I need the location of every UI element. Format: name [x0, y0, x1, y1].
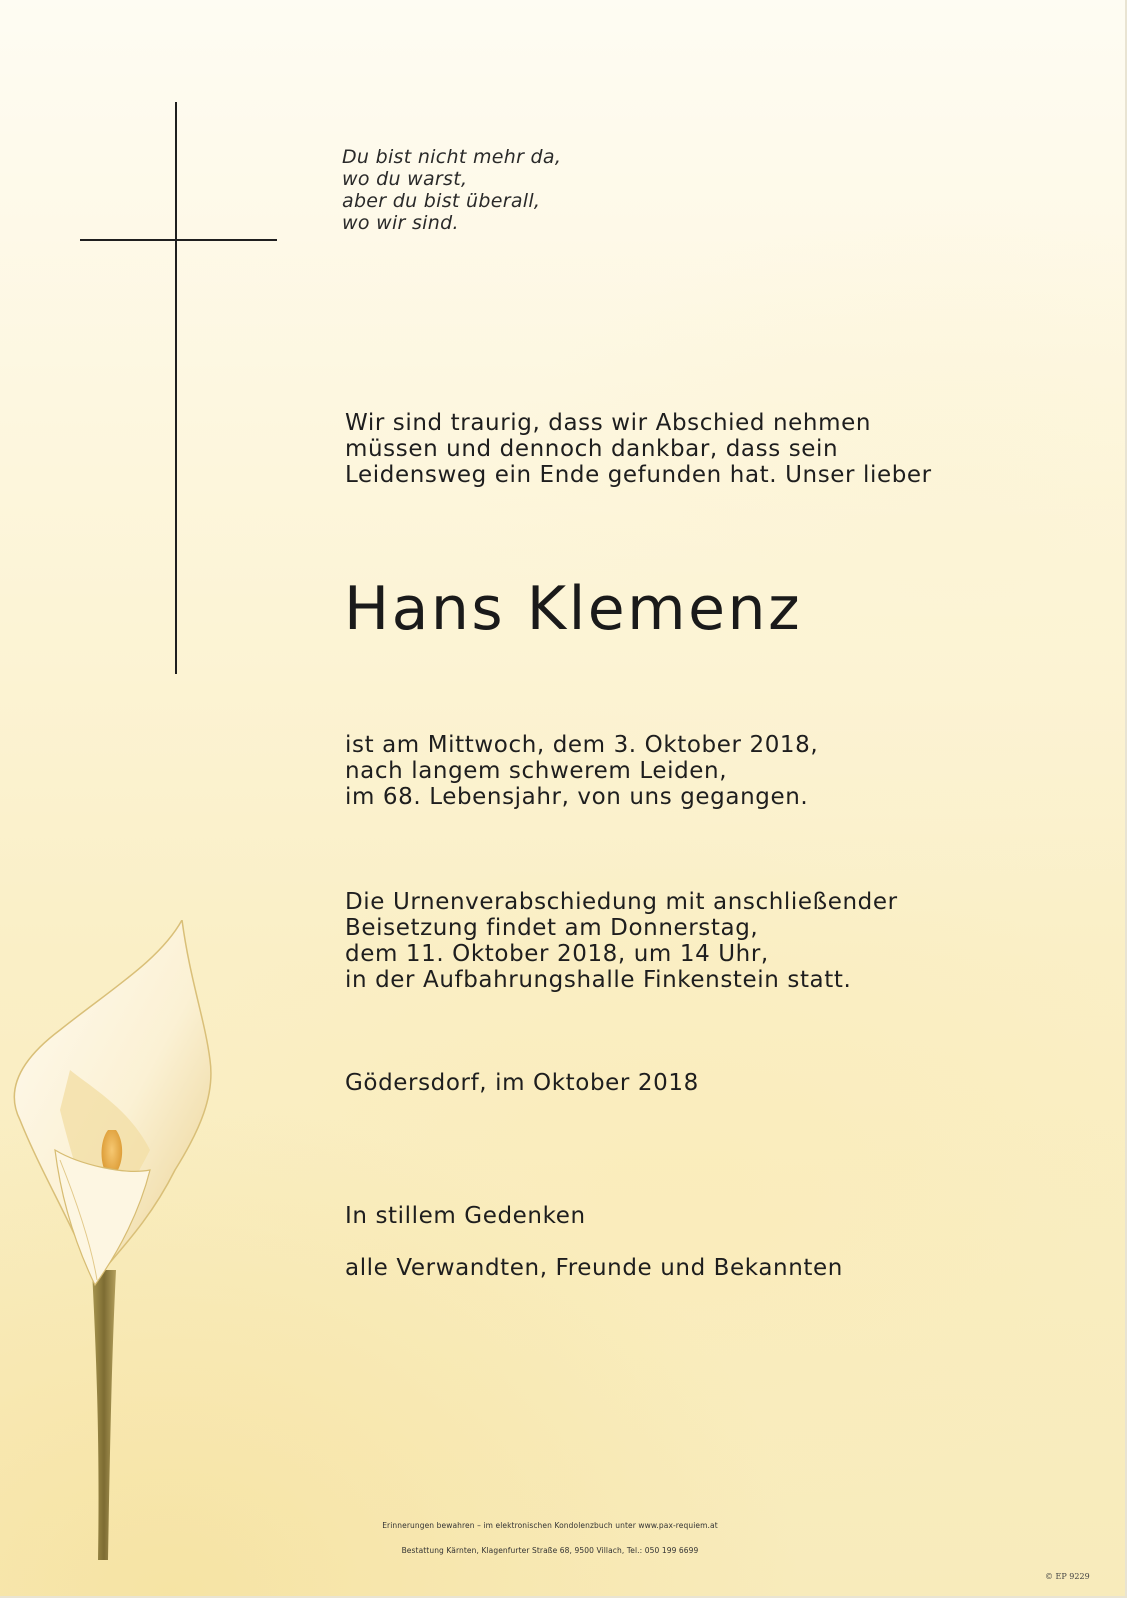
cross-icon-vertical-bar — [175, 102, 177, 674]
death-line: nach langem schwerem Leiden, — [345, 758, 728, 784]
poem-line: wo du warst, — [342, 168, 468, 190]
funeral-line: in der Aufbahrungshalle Finkenstein statt. — [345, 967, 852, 993]
in-memory-text: In stillem Gedenken — [345, 1203, 586, 1229]
mourners-text: alle Verwandten, Freunde und Bekannten — [345, 1255, 843, 1281]
poem-line: wo wir sind. — [342, 212, 459, 234]
intro-paragraph — [345, 410, 932, 488]
death-line: ist am Mittwoch, dem 3. Oktober 2018, — [345, 732, 819, 758]
place-and-date: Gödersdorf, im Oktober 2018 — [345, 1070, 699, 1096]
funeral-line: Die Urnenverabschiedung mit anschließender — [345, 889, 898, 915]
death-notice-paragraph — [345, 732, 818, 810]
poem-line: Du bist nicht mehr da, — [342, 146, 562, 168]
footer-condolence-line: Erinnerungen bewahren – im elektronischen Kondolenzbuch unter www.pax-requiem.at — [382, 1521, 718, 1530]
death-line: im 68. Lebensjahr, von uns gegangen. — [345, 784, 809, 810]
intro-line: Wir sind traurig, dass wir Abschied nehmen — [345, 410, 872, 436]
intro-line: Leidensweg ein Ende gefunden hat. Unser lieber — [345, 462, 932, 488]
funeral-info-paragraph — [345, 889, 898, 993]
intro-line: müssen und dennoch dankbar, dass sein — [345, 436, 839, 462]
footer-address-line: Bestattung Kärnten, Klagenfurter Straße 68, 9500 Villach, Tel.: 050 199 6699 — [401, 1546, 699, 1555]
funeral-line: dem 11. Oktober 2018, um 14 Uhr, — [345, 941, 769, 967]
memorial-poem — [342, 146, 561, 234]
calla-lily-illustration — [0, 920, 240, 1598]
deceased-name: Hans Klemenz — [344, 574, 803, 644]
copyright-code: © EP 9229 — [1045, 1572, 1090, 1581]
cross-icon-horizontal-bar — [80, 239, 277, 241]
poem-line: aber du bist überall, — [342, 190, 541, 212]
funeral-line: Beisetzung findet am Donnerstag, — [345, 915, 759, 941]
